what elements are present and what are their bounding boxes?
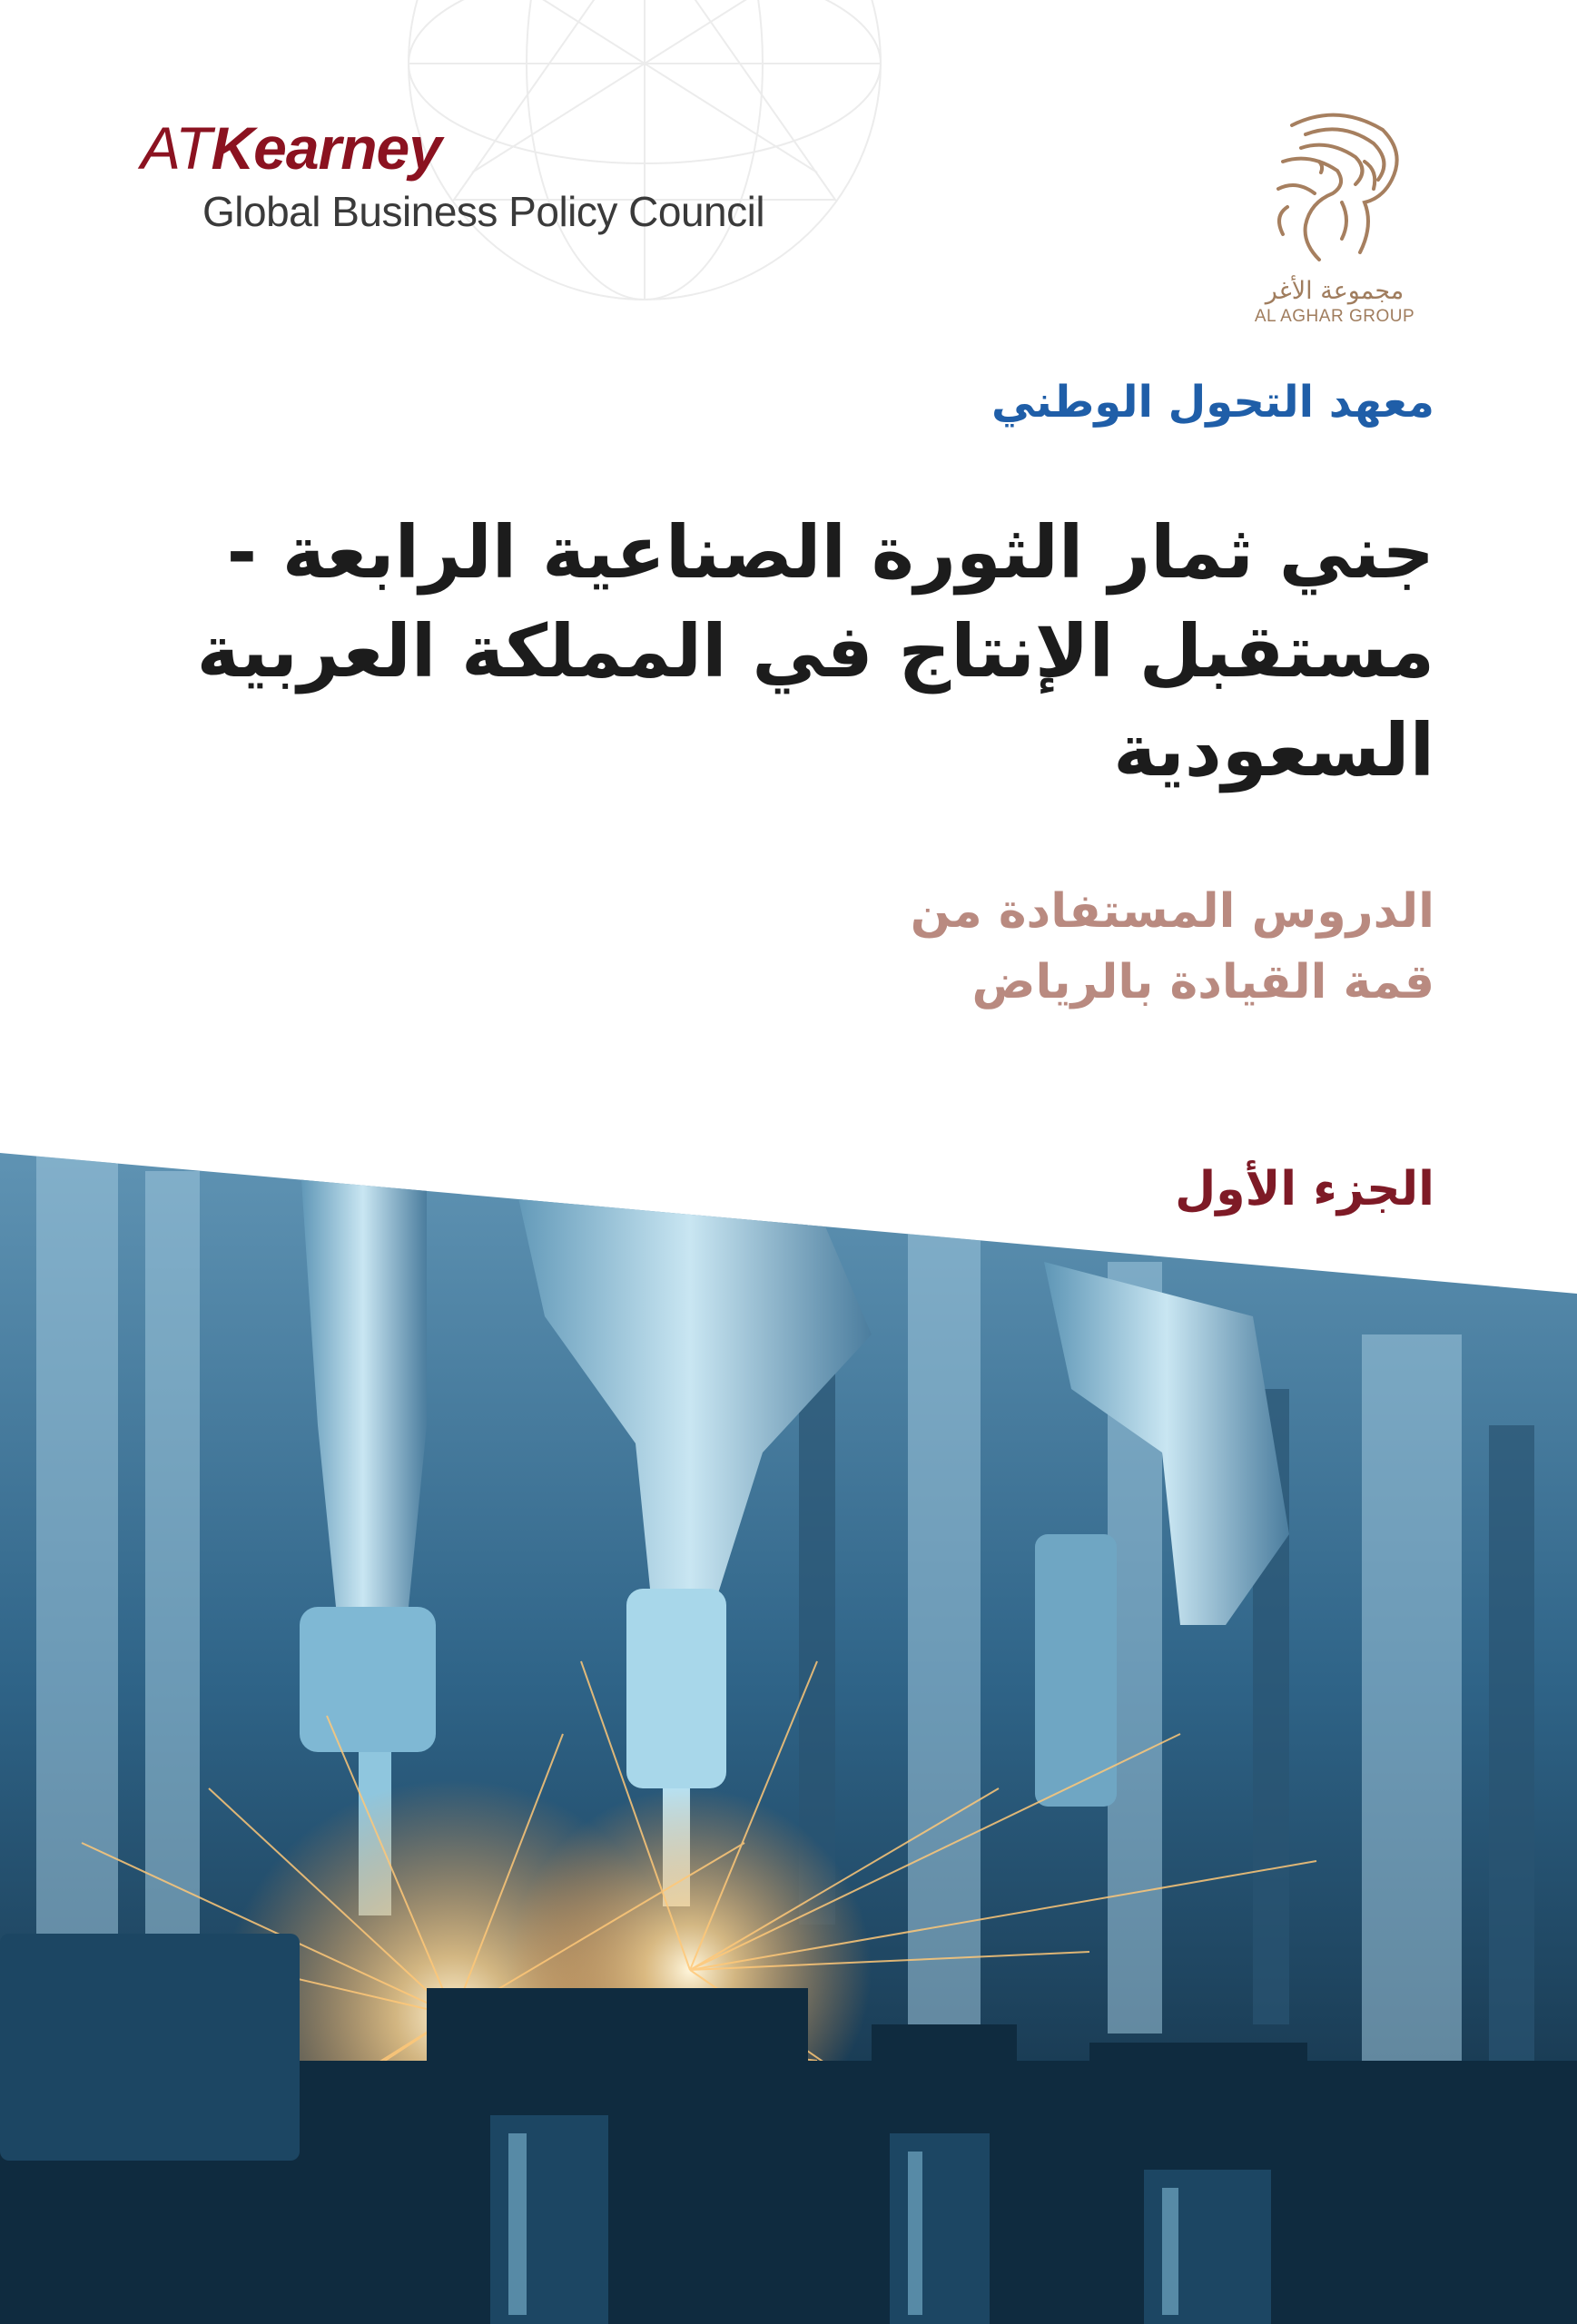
welding-robots-photo [0, 1153, 1577, 2324]
atkearney-at: AT [141, 114, 212, 182]
page-title [196, 504, 1434, 800]
title-line: جني ثمار الثورة الصناعية الرابعة - [226, 510, 1434, 595]
institute-name: معهد التحول الوطني [991, 377, 1434, 428]
atkearney-kearney: Kearney [211, 114, 441, 182]
aghar-english-name: AL AGHAR GROUP [1254, 307, 1415, 326]
aghar-logo [1244, 107, 1425, 327]
subtitle-line: الدروس المستفادة من [910, 884, 1434, 939]
subtitle-line: قمة القيادة بالرياض [971, 955, 1434, 1009]
title-line: السعودية [1113, 707, 1434, 793]
horse-head-icon [1256, 107, 1414, 266]
atkearney-logo [141, 114, 765, 236]
aghar-arabic-name: مجموعة الأغر [1265, 277, 1405, 305]
subtitle [911, 876, 1434, 1018]
atkearney-council-label: Global Business Policy Council [202, 188, 765, 235]
title-line: مستقبل الإنتاج في المملكة العربية [196, 608, 1434, 694]
part-label: الجزء الأول [1175, 1162, 1434, 1216]
cover-photo [0, 1153, 1577, 2324]
atkearney-wordmark [141, 114, 764, 182]
